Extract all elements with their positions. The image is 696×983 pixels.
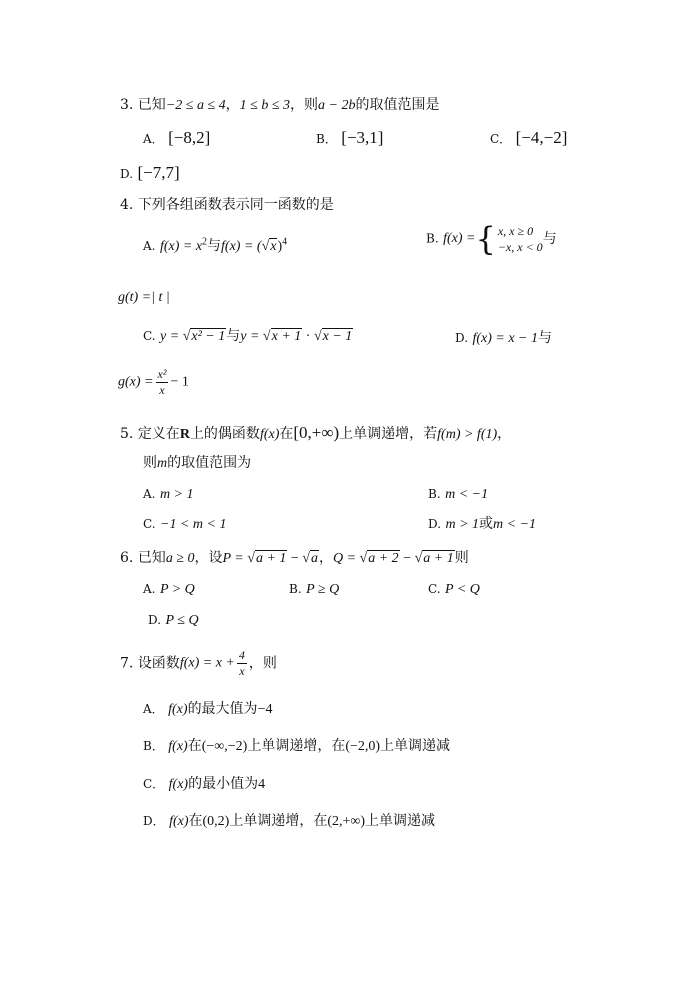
option-c[interactable]: [490, 128, 567, 148]
question-number: 7.: [120, 655, 134, 672]
option-label: D．: [143, 814, 165, 828]
option-d[interactable]: [120, 163, 180, 183]
stem-text: 的最小值为: [188, 776, 259, 792]
math-expr: f(x): [168, 739, 188, 754]
math-expr: − √: [287, 551, 310, 566]
option-label: D.: [120, 167, 134, 181]
fraction-denominator: x: [239, 664, 245, 678]
math-expr: f(x): [168, 777, 189, 792]
math-expr: (0,2): [202, 814, 230, 829]
math-expr: 1 ≤ b ≤ 3: [239, 98, 291, 113]
option-label: A.: [143, 487, 156, 501]
math-expr: ): [277, 239, 283, 254]
question-4-stem: [120, 197, 334, 213]
option-label: D.: [428, 517, 442, 531]
option-c[interactable]: [143, 328, 353, 345]
option-a[interactable]: [143, 486, 194, 503]
option-d-continued: [118, 367, 189, 398]
stem-text: 的取值范围是: [355, 97, 440, 113]
stem-text: 上单调递增，在: [247, 738, 346, 754]
stem-text: ，设: [194, 550, 223, 566]
question-5-stem-line-2: [143, 455, 251, 472]
math-expr: [0,+∞): [293, 423, 340, 442]
math-expr: a: [310, 551, 318, 566]
math-expr: f(x) = x: [159, 239, 203, 254]
stem-text: 已知: [137, 97, 166, 113]
case-2: −x, x < 0: [497, 240, 543, 255]
option-label: C．: [143, 777, 165, 791]
option-value: P < Q: [445, 582, 480, 597]
option-value: m > 1: [159, 487, 194, 502]
option-a[interactable]: [143, 701, 272, 718]
math-expr: P = √: [222, 551, 255, 566]
option-c[interactable]: [143, 776, 265, 793]
option-value: P ≤ Q: [165, 613, 199, 628]
math-expr: Q = √: [332, 551, 368, 566]
math-expr: −4: [257, 702, 273, 717]
stem-text: 则: [143, 455, 157, 471]
option-d[interactable]: [455, 330, 552, 347]
math-expr: f(x): [168, 702, 188, 717]
math-expr: x² − 1: [191, 329, 226, 344]
option-b[interactable]: [289, 581, 339, 598]
math-expr: f(x) = x − 1: [472, 331, 539, 346]
math-expr: a − 2b: [318, 98, 356, 113]
math-expr: f(x) = x +: [179, 655, 235, 671]
math-expr: (−2,0): [345, 739, 381, 754]
stem-text: 下列各组函数表示同一函数的是: [137, 197, 334, 213]
question-number: 3.: [120, 97, 134, 113]
math-expr: a + 2: [368, 551, 399, 566]
option-label: C.: [143, 517, 156, 531]
option-value: m > 1: [445, 517, 480, 532]
option-value: [−8,2]: [168, 128, 211, 147]
option-label: A．: [143, 702, 164, 716]
option-b[interactable]: [143, 738, 450, 755]
option-label: B.: [428, 487, 441, 501]
stem-text: ，则: [248, 655, 277, 672]
math-expr: 4: [258, 777, 266, 792]
math-expr: −2 ≤ a ≤ 4: [165, 98, 226, 113]
fraction: [237, 648, 247, 679]
math-expr: x + 1: [271, 329, 302, 344]
stem-text: ，: [497, 426, 512, 442]
option-label: C．: [490, 132, 512, 146]
option-a[interactable]: [143, 128, 210, 148]
math-expr: 4: [282, 236, 288, 248]
stem-text: 设函数: [137, 655, 180, 672]
math-expr: f(x): [259, 427, 280, 442]
option-d[interactable]: [428, 516, 536, 533]
stem-text: 上单调递增，若: [339, 426, 438, 442]
stem-text: 上单调递减: [365, 813, 436, 829]
option-value: P > Q: [159, 582, 195, 597]
option-b[interactable]: [428, 486, 488, 503]
question-number: 5.: [120, 426, 134, 442]
option-value: m < −1: [493, 517, 537, 532]
stem-text: ，: [318, 550, 333, 566]
stem-text: ，: [225, 97, 240, 113]
math-expr: f(x): [169, 814, 189, 829]
option-label: B．: [143, 739, 164, 753]
stem-text: 与: [542, 231, 557, 248]
option-label: D.: [455, 331, 469, 345]
question-6-stem: [120, 550, 469, 567]
option-d[interactable]: [143, 813, 435, 830]
question-3-stem: [120, 97, 439, 114]
math-expr: · √: [302, 329, 322, 344]
stem-text: 在: [188, 813, 203, 829]
stem-text: 与: [538, 330, 553, 346]
question-7-stem: [120, 648, 277, 679]
math-expr: m: [157, 456, 168, 471]
stem-text: 则: [454, 550, 469, 566]
option-b-continued: g(t) =| t |: [118, 290, 170, 305]
option-value: [−7,7]: [137, 163, 180, 182]
option-a[interactable]: [143, 238, 287, 255]
option-b[interactable]: [316, 128, 383, 148]
math-expr: (2,+∞): [327, 814, 366, 829]
option-c[interactable]: [428, 581, 480, 598]
math-expr: a ≥ 0: [165, 551, 195, 566]
math-expr: y = √: [160, 329, 191, 344]
option-a[interactable]: [143, 581, 195, 598]
option-value: [−3,1]: [341, 128, 384, 147]
case-1: x, x ≥ 0: [497, 224, 534, 238]
math-expr: a + 1: [255, 551, 287, 566]
stem-text: 定义在: [137, 426, 180, 442]
fraction-numerator: 4: [238, 648, 245, 662]
math-expr: a + 1: [423, 551, 454, 566]
math-expr: x − 1: [322, 329, 353, 344]
option-value: [−4,−2]: [515, 128, 568, 147]
math-expr: f(x) = (√: [221, 239, 270, 254]
question-5-stem: [120, 423, 511, 443]
option-label: A.: [143, 239, 156, 253]
option-c[interactable]: [143, 516, 226, 533]
stem-text: 或: [479, 516, 494, 532]
option-value: P ≥ Q: [306, 582, 340, 597]
option-label: B.: [289, 582, 302, 596]
question-number: 4.: [120, 197, 134, 213]
stem-text: 上单调递减: [380, 738, 451, 754]
fraction-denominator: x: [159, 383, 165, 397]
math-expr: f(m) > f(1): [437, 427, 498, 442]
stem-text: 已知: [137, 550, 166, 566]
math-expr: (−∞,−2): [201, 739, 248, 754]
stem-text: 的最大值为: [187, 701, 258, 717]
stem-text: 的取值范围为: [167, 455, 252, 471]
option-label: C.: [143, 329, 156, 343]
fraction-numerator: x²: [157, 367, 167, 381]
stem-text: 上的偶函数: [189, 426, 260, 442]
option-b[interactable]: [426, 220, 557, 259]
option-value: m < −1: [445, 487, 489, 502]
stem-text: 在: [279, 426, 294, 442]
math-expr: f(x) =: [443, 231, 476, 247]
math-expr: R: [179, 427, 190, 442]
option-d[interactable]: [148, 612, 199, 629]
option-label: C.: [428, 582, 441, 596]
option-label: B．: [316, 132, 337, 146]
math-expr: x: [270, 239, 277, 254]
stem-text: 与: [207, 238, 222, 254]
option-value: −1 < m < 1: [160, 517, 227, 532]
fraction: [156, 367, 169, 398]
math-expr: 2: [202, 236, 208, 248]
option-label: A．: [143, 132, 164, 146]
math-expr: − √: [399, 551, 423, 566]
left-brace: {: [475, 220, 496, 259]
math-expr: g(x) =: [118, 374, 154, 390]
math-expr: y = √: [240, 329, 271, 344]
piecewise-cases: [498, 223, 543, 255]
math-expr: − 1: [170, 374, 189, 390]
option-label: A.: [143, 582, 156, 596]
option-label: D.: [148, 613, 162, 627]
question-number: 6.: [120, 550, 134, 566]
stem-text: ，则: [290, 97, 319, 113]
option-label: B.: [426, 231, 439, 246]
stem-text: 上单调递增，在: [229, 813, 328, 829]
stem-text: 与: [226, 328, 241, 344]
stem-text: 在: [187, 738, 202, 754]
